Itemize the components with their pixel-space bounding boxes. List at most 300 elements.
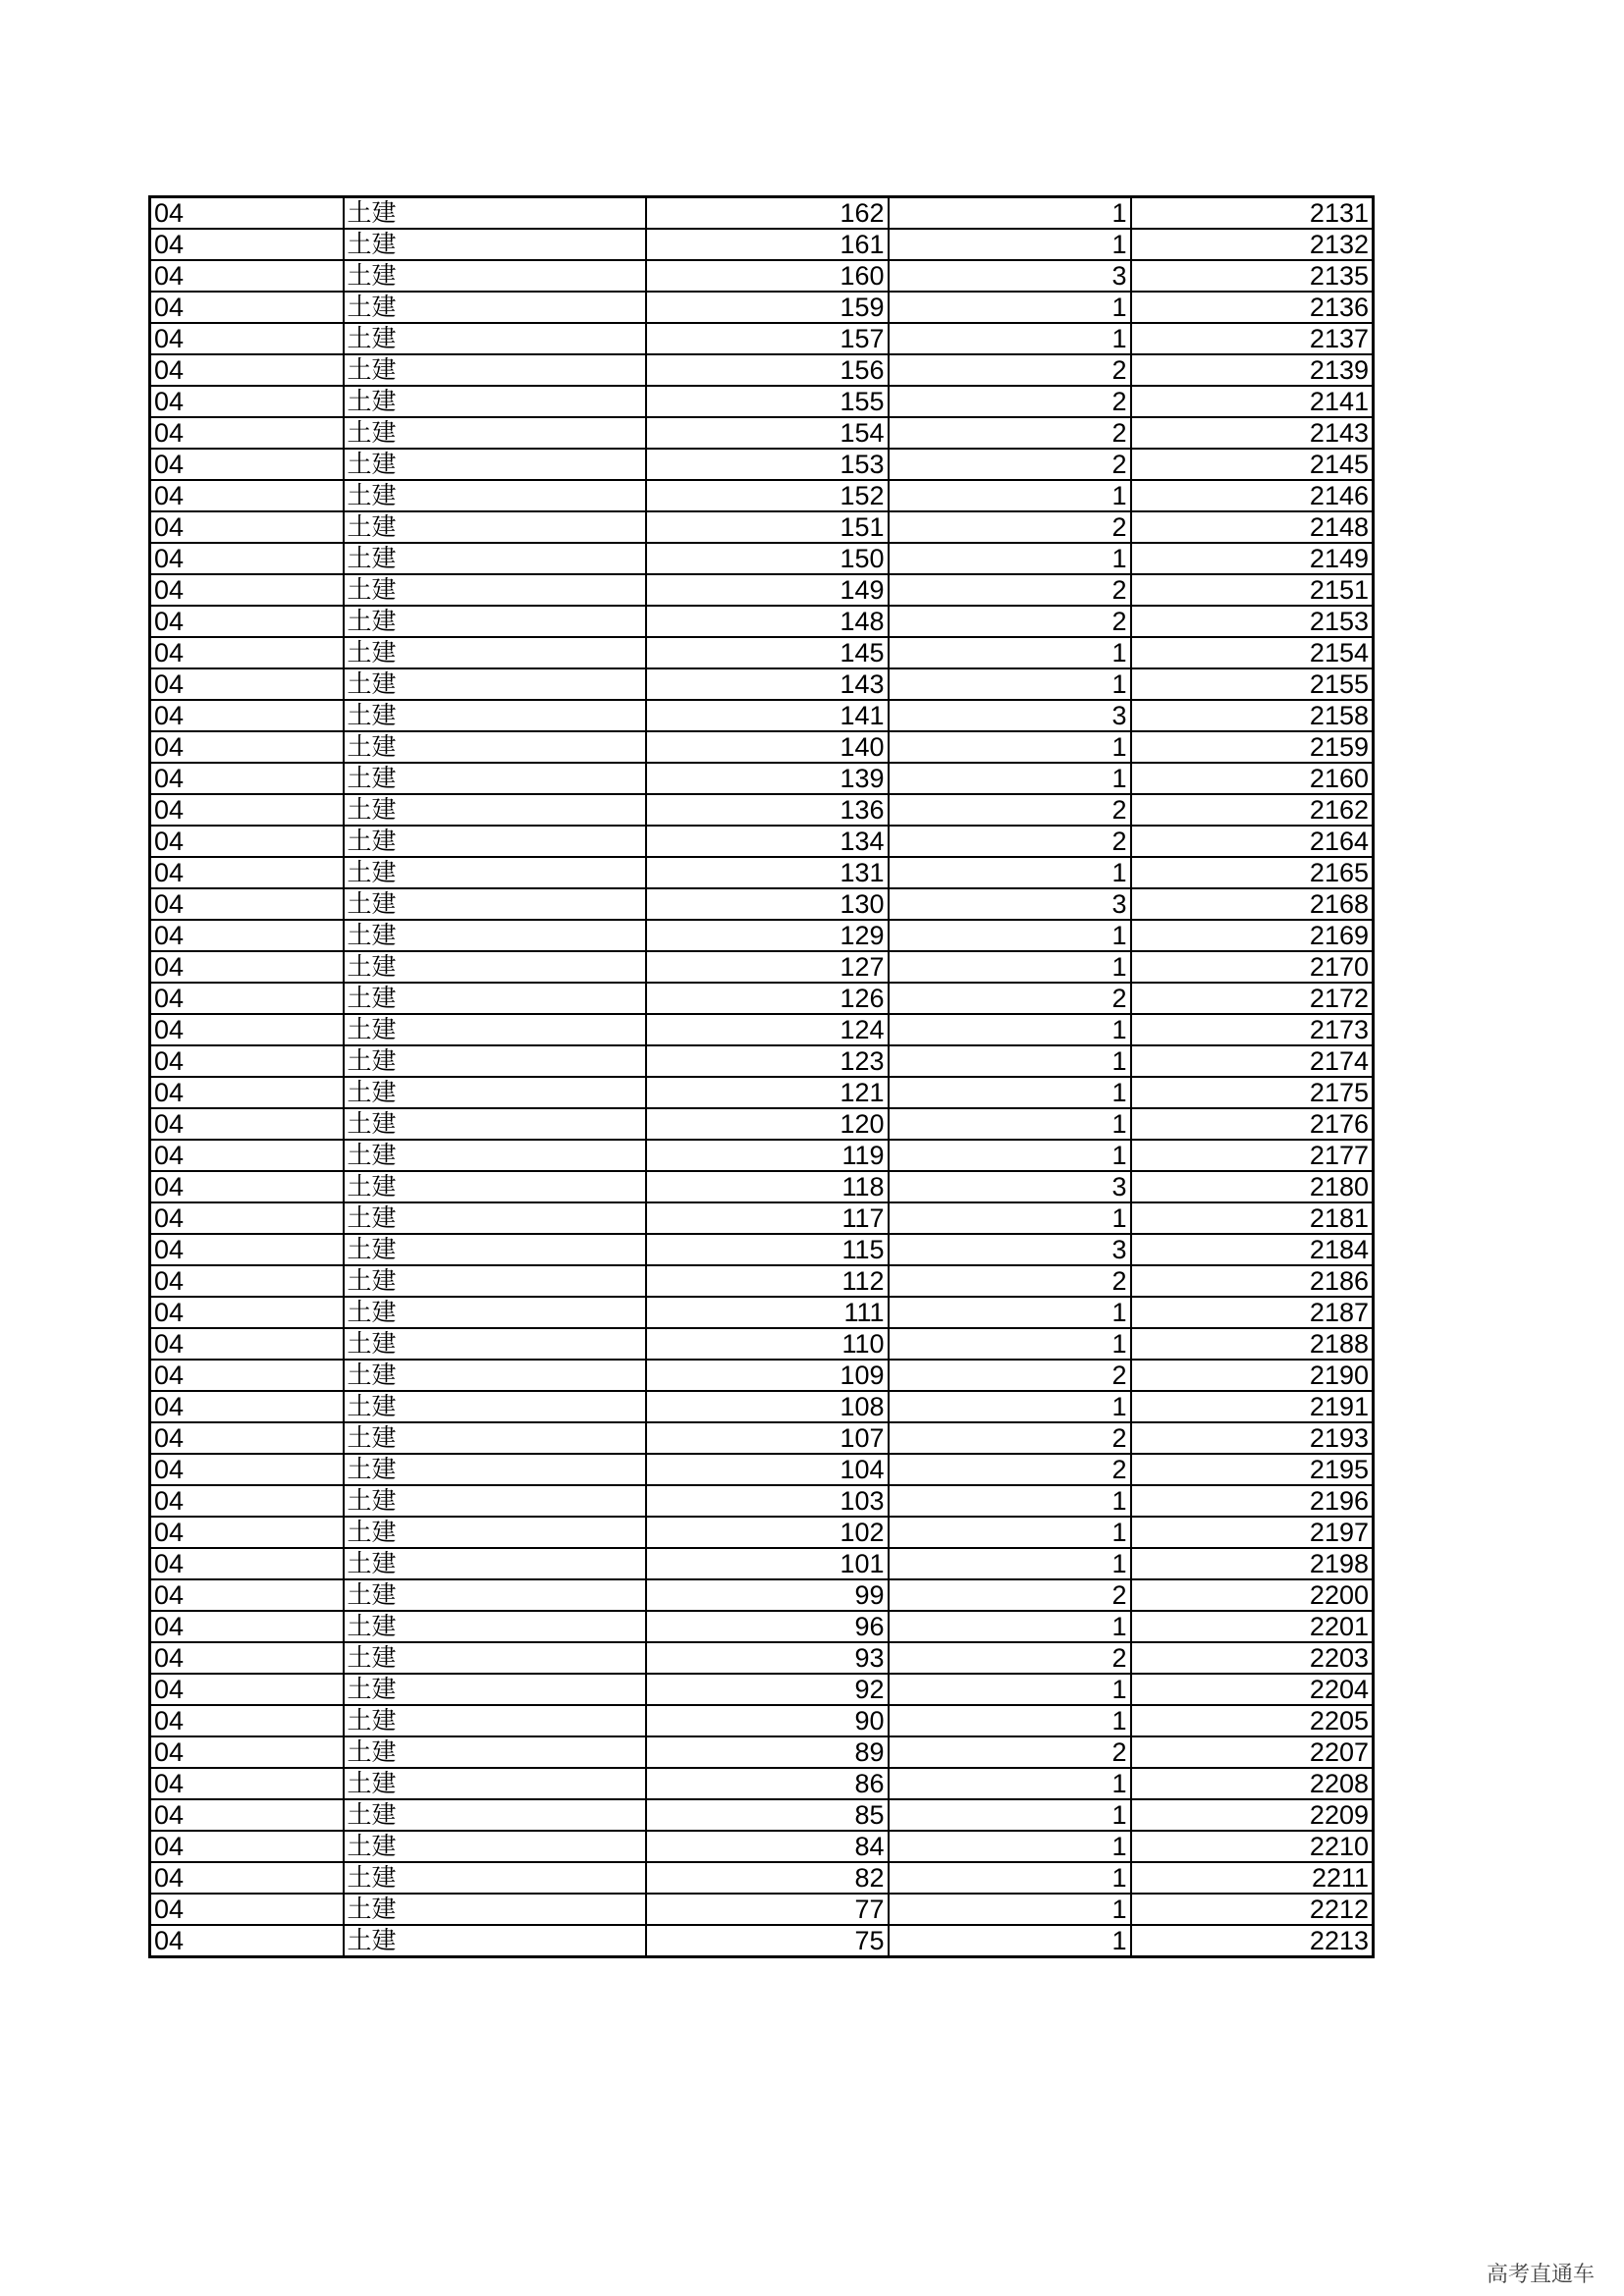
count-cell: 3 (889, 260, 1131, 292)
category-code-cell: 04 (150, 857, 344, 888)
cumulative-count-cell: 2213 (1131, 1925, 1374, 1957)
category-name-cell: 土建 (344, 511, 646, 543)
category-code-cell: 04 (150, 1171, 344, 1202)
category-name-cell: 土建 (344, 1140, 646, 1171)
category-name-cell: 土建 (344, 1328, 646, 1360)
count-cell: 1 (889, 857, 1131, 888)
category-code-cell: 04 (150, 920, 344, 951)
cumulative-count-cell: 2211 (1131, 1862, 1374, 1894)
table-row (150, 983, 1374, 1014)
category-name-cell: 土建 (344, 449, 646, 480)
count-cell: 1 (889, 197, 1131, 230)
category-code-cell: 04 (150, 229, 344, 260)
table-row (150, 1108, 1374, 1140)
count-cell: 3 (889, 1171, 1131, 1202)
table-row (150, 1705, 1374, 1736)
category-name-cell: 土建 (344, 292, 646, 323)
count-cell: 1 (889, 1517, 1131, 1548)
table-row (150, 1799, 1374, 1831)
category-name-cell: 土建 (344, 1108, 646, 1140)
category-code-cell: 04 (150, 1045, 344, 1077)
table-row (150, 606, 1374, 637)
table-row (150, 1579, 1374, 1611)
count-cell: 1 (889, 1705, 1131, 1736)
category-name-cell: 土建 (344, 1799, 646, 1831)
table-row (150, 1642, 1374, 1674)
count-cell: 1 (889, 1674, 1131, 1705)
count-cell: 2 (889, 983, 1131, 1014)
category-code-cell: 04 (150, 888, 344, 920)
cumulative-count-cell: 2131 (1131, 197, 1374, 230)
category-name-cell: 土建 (344, 857, 646, 888)
table-row (150, 920, 1374, 951)
count-cell: 2 (889, 1360, 1131, 1391)
category-name-cell: 土建 (344, 1077, 646, 1108)
score-cell: 110 (646, 1328, 889, 1360)
score-cell: 140 (646, 731, 889, 763)
table-row (150, 1768, 1374, 1799)
score-cell: 129 (646, 920, 889, 951)
table-row (150, 260, 1374, 292)
table-row (150, 1862, 1374, 1894)
score-cell: 134 (646, 826, 889, 857)
table-row (150, 323, 1374, 354)
category-code-cell: 04 (150, 1265, 344, 1297)
count-cell: 1 (889, 1328, 1131, 1360)
cumulative-count-cell: 2146 (1131, 480, 1374, 511)
cumulative-count-cell: 2177 (1131, 1140, 1374, 1171)
score-cell: 131 (646, 857, 889, 888)
score-cell: 155 (646, 386, 889, 417)
score-cell: 103 (646, 1485, 889, 1517)
cumulative-count-cell: 2196 (1131, 1485, 1374, 1517)
table-row (150, 480, 1374, 511)
count-cell: 2 (889, 417, 1131, 449)
category-code-cell: 04 (150, 1768, 344, 1799)
category-name-cell: 土建 (344, 1674, 646, 1705)
category-code-cell: 04 (150, 543, 344, 574)
category-code-cell: 04 (150, 1454, 344, 1485)
score-cell: 92 (646, 1674, 889, 1705)
cumulative-count-cell: 2162 (1131, 794, 1374, 826)
cumulative-count-cell: 2176 (1131, 1108, 1374, 1140)
watermark-text: 高考直通车 (1486, 2263, 1595, 2287)
category-name-cell: 土建 (344, 888, 646, 920)
count-cell: 2 (889, 386, 1131, 417)
category-code-cell: 04 (150, 1862, 344, 1894)
score-cell: 160 (646, 260, 889, 292)
table-row (150, 1077, 1374, 1108)
cumulative-count-cell: 2132 (1131, 229, 1374, 260)
score-cell: 77 (646, 1894, 889, 1925)
score-cell: 153 (646, 449, 889, 480)
category-code-cell: 04 (150, 1642, 344, 1674)
score-cell: 118 (646, 1171, 889, 1202)
category-name-cell: 土建 (344, 197, 646, 230)
table-row (150, 417, 1374, 449)
cumulative-count-cell: 2159 (1131, 731, 1374, 763)
cumulative-count-cell: 2149 (1131, 543, 1374, 574)
cumulative-count-cell: 2184 (1131, 1234, 1374, 1265)
cumulative-count-cell: 2209 (1131, 1799, 1374, 1831)
table-row (150, 354, 1374, 386)
score-cell: 121 (646, 1077, 889, 1108)
count-cell: 2 (889, 354, 1131, 386)
table-row (150, 731, 1374, 763)
count-cell: 2 (889, 794, 1131, 826)
count-cell: 2 (889, 449, 1131, 480)
category-name-cell: 土建 (344, 1894, 646, 1925)
category-name-cell: 土建 (344, 1831, 646, 1862)
count-cell: 2 (889, 1642, 1131, 1674)
cumulative-count-cell: 2173 (1131, 1014, 1374, 1045)
count-cell: 1 (889, 229, 1131, 260)
score-cell: 119 (646, 1140, 889, 1171)
cumulative-count-cell: 2145 (1131, 449, 1374, 480)
score-cell: 93 (646, 1642, 889, 1674)
category-code-cell: 04 (150, 700, 344, 731)
table-row (150, 1894, 1374, 1925)
count-cell: 1 (889, 1014, 1131, 1045)
cumulative-count-cell: 2168 (1131, 888, 1374, 920)
count-cell: 2 (889, 574, 1131, 606)
table-row (150, 1674, 1374, 1705)
count-cell: 1 (889, 668, 1131, 700)
category-name-cell: 土建 (344, 1045, 646, 1077)
count-cell: 1 (889, 323, 1131, 354)
count-cell: 1 (889, 1894, 1131, 1925)
score-cell: 148 (646, 606, 889, 637)
count-cell: 1 (889, 1108, 1131, 1140)
count-cell: 1 (889, 543, 1131, 574)
category-name-cell: 土建 (344, 323, 646, 354)
cumulative-count-cell: 2195 (1131, 1454, 1374, 1485)
category-name-cell: 土建 (344, 983, 646, 1014)
table-row (150, 637, 1374, 668)
category-code-cell: 04 (150, 1485, 344, 1517)
cumulative-count-cell: 2200 (1131, 1579, 1374, 1611)
count-cell: 3 (889, 1234, 1131, 1265)
category-name-cell: 土建 (344, 1705, 646, 1736)
table-row (150, 826, 1374, 857)
score-cell: 82 (646, 1862, 889, 1894)
score-cell: 136 (646, 794, 889, 826)
category-name-cell: 土建 (344, 1736, 646, 1768)
cumulative-count-cell: 2191 (1131, 1391, 1374, 1422)
category-code-cell: 04 (150, 731, 344, 763)
category-code-cell: 04 (150, 511, 344, 543)
category-code-cell: 04 (150, 1894, 344, 1925)
cumulative-count-cell: 2188 (1131, 1328, 1374, 1360)
count-cell: 3 (889, 700, 1131, 731)
category-name-cell: 土建 (344, 1454, 646, 1485)
category-name-cell: 土建 (344, 1422, 646, 1454)
category-name-cell: 土建 (344, 229, 646, 260)
category-code-cell: 04 (150, 1579, 344, 1611)
count-cell: 1 (889, 1077, 1131, 1108)
category-code-cell: 04 (150, 1611, 344, 1642)
score-cell: 107 (646, 1422, 889, 1454)
count-cell: 1 (889, 1140, 1131, 1171)
score-cell: 149 (646, 574, 889, 606)
category-name-cell: 土建 (344, 700, 646, 731)
cumulative-count-cell: 2212 (1131, 1894, 1374, 1925)
category-name-cell: 土建 (344, 260, 646, 292)
cumulative-count-cell: 2203 (1131, 1642, 1374, 1674)
cumulative-count-cell: 2190 (1131, 1360, 1374, 1391)
cumulative-count-cell: 2197 (1131, 1517, 1374, 1548)
score-cell: 151 (646, 511, 889, 543)
cumulative-count-cell: 2148 (1131, 511, 1374, 543)
table-row (150, 1360, 1374, 1391)
cumulative-count-cell: 2160 (1131, 763, 1374, 794)
cumulative-count-cell: 2158 (1131, 700, 1374, 731)
category-name-cell: 土建 (344, 951, 646, 983)
category-code-cell: 04 (150, 1422, 344, 1454)
score-table (148, 195, 1375, 1958)
category-code-cell: 04 (150, 386, 344, 417)
table-row (150, 888, 1374, 920)
category-code-cell: 04 (150, 983, 344, 1014)
score-cell: 104 (646, 1454, 889, 1485)
cumulative-count-cell: 2151 (1131, 574, 1374, 606)
category-code-cell: 04 (150, 1517, 344, 1548)
cumulative-count-cell: 2207 (1131, 1736, 1374, 1768)
cumulative-count-cell: 2155 (1131, 668, 1374, 700)
score-cell: 162 (646, 197, 889, 230)
category-code-cell: 04 (150, 606, 344, 637)
category-name-cell: 土建 (344, 1579, 646, 1611)
cumulative-count-cell: 2137 (1131, 323, 1374, 354)
table-row (150, 857, 1374, 888)
category-code-cell: 04 (150, 1202, 344, 1234)
table-row (150, 1234, 1374, 1265)
category-code-cell: 04 (150, 1140, 344, 1171)
count-cell: 1 (889, 1768, 1131, 1799)
category-code-cell: 04 (150, 323, 344, 354)
category-name-cell: 土建 (344, 417, 646, 449)
table-row (150, 1831, 1374, 1862)
score-cell: 145 (646, 637, 889, 668)
score-cell: 156 (646, 354, 889, 386)
score-cell: 139 (646, 763, 889, 794)
cumulative-count-cell: 2164 (1131, 826, 1374, 857)
score-cell: 90 (646, 1705, 889, 1736)
score-cell: 130 (646, 888, 889, 920)
count-cell: 1 (889, 1548, 1131, 1579)
cumulative-count-cell: 2186 (1131, 1265, 1374, 1297)
category-code-cell: 04 (150, 1705, 344, 1736)
table-row (150, 1297, 1374, 1328)
category-code-cell: 04 (150, 417, 344, 449)
category-name-cell: 土建 (344, 920, 646, 951)
table-row (150, 197, 1374, 230)
category-code-cell: 04 (150, 292, 344, 323)
cumulative-count-cell: 2143 (1131, 417, 1374, 449)
category-name-cell: 土建 (344, 1265, 646, 1297)
cumulative-count-cell: 2198 (1131, 1548, 1374, 1579)
score-cell: 112 (646, 1265, 889, 1297)
table-row (150, 1045, 1374, 1077)
category-name-cell: 土建 (344, 731, 646, 763)
cumulative-count-cell: 2154 (1131, 637, 1374, 668)
score-cell: 99 (646, 1579, 889, 1611)
category-code-cell: 04 (150, 668, 344, 700)
cumulative-count-cell: 2169 (1131, 920, 1374, 951)
table-row (150, 668, 1374, 700)
score-cell: 127 (646, 951, 889, 983)
table-row (150, 386, 1374, 417)
category-code-cell: 04 (150, 826, 344, 857)
table-row (150, 763, 1374, 794)
score-cell: 141 (646, 700, 889, 731)
score-cell: 89 (646, 1736, 889, 1768)
category-code-cell: 04 (150, 574, 344, 606)
count-cell: 1 (889, 1611, 1131, 1642)
count-cell: 1 (889, 951, 1131, 983)
cumulative-count-cell: 2174 (1131, 1045, 1374, 1077)
category-name-cell: 土建 (344, 1171, 646, 1202)
table-row (150, 1328, 1374, 1360)
score-cell: 154 (646, 417, 889, 449)
cumulative-count-cell: 2201 (1131, 1611, 1374, 1642)
count-cell: 1 (889, 763, 1131, 794)
category-code-cell: 04 (150, 1391, 344, 1422)
cumulative-count-cell: 2135 (1131, 260, 1374, 292)
count-cell: 2 (889, 1736, 1131, 1768)
table-row (150, 951, 1374, 983)
score-cell: 150 (646, 543, 889, 574)
cumulative-count-cell: 2181 (1131, 1202, 1374, 1234)
count-cell: 1 (889, 1297, 1131, 1328)
cumulative-count-cell: 2180 (1131, 1171, 1374, 1202)
category-code-cell: 04 (150, 260, 344, 292)
category-name-cell: 土建 (344, 1611, 646, 1642)
score-cell: 75 (646, 1925, 889, 1957)
cumulative-count-cell: 2170 (1131, 951, 1374, 983)
count-cell: 1 (889, 1045, 1131, 1077)
cumulative-count-cell: 2136 (1131, 292, 1374, 323)
category-name-cell: 土建 (344, 1014, 646, 1045)
cumulative-count-cell: 2208 (1131, 1768, 1374, 1799)
table-row (150, 1517, 1374, 1548)
count-cell: 2 (889, 1265, 1131, 1297)
category-name-cell: 土建 (344, 637, 646, 668)
score-cell: 161 (646, 229, 889, 260)
category-name-cell: 土建 (344, 1925, 646, 1957)
count-cell: 1 (889, 1202, 1131, 1234)
category-code-cell: 04 (150, 1799, 344, 1831)
score-cell: 108 (646, 1391, 889, 1422)
category-name-cell: 土建 (344, 1862, 646, 1894)
cumulative-count-cell: 2172 (1131, 983, 1374, 1014)
count-cell: 2 (889, 606, 1131, 637)
count-cell: 2 (889, 1422, 1131, 1454)
table-row (150, 1140, 1374, 1171)
count-cell: 1 (889, 1485, 1131, 1517)
cumulative-count-cell: 2204 (1131, 1674, 1374, 1705)
count-cell: 1 (889, 1925, 1131, 1957)
category-name-cell: 土建 (344, 1297, 646, 1328)
score-cell: 123 (646, 1045, 889, 1077)
count-cell: 2 (889, 826, 1131, 857)
table-row (150, 1454, 1374, 1485)
category-name-cell: 土建 (344, 826, 646, 857)
table-row (150, 511, 1374, 543)
score-cell: 109 (646, 1360, 889, 1391)
count-cell: 1 (889, 1831, 1131, 1862)
cumulative-count-cell: 2210 (1131, 1831, 1374, 1862)
score-cell: 111 (646, 1297, 889, 1328)
cumulative-count-cell: 2153 (1131, 606, 1374, 637)
cumulative-count-cell: 2139 (1131, 354, 1374, 386)
score-cell: 96 (646, 1611, 889, 1642)
category-name-cell: 土建 (344, 574, 646, 606)
table-row (150, 543, 1374, 574)
category-name-cell: 土建 (344, 354, 646, 386)
table-row (150, 1422, 1374, 1454)
category-code-cell: 04 (150, 1108, 344, 1140)
score-cell: 84 (646, 1831, 889, 1862)
category-name-cell: 土建 (344, 1391, 646, 1422)
category-name-cell: 土建 (344, 1642, 646, 1674)
category-name-cell: 土建 (344, 794, 646, 826)
category-code-cell: 04 (150, 480, 344, 511)
category-code-cell: 04 (150, 951, 344, 983)
category-code-cell: 04 (150, 1674, 344, 1705)
table-row (150, 1202, 1374, 1234)
table-row (150, 449, 1374, 480)
count-cell: 1 (889, 1862, 1131, 1894)
count-cell: 1 (889, 1799, 1131, 1831)
category-name-cell: 土建 (344, 480, 646, 511)
category-code-cell: 04 (150, 197, 344, 230)
table-row (150, 1485, 1374, 1517)
cumulative-count-cell: 2187 (1131, 1297, 1374, 1328)
table-row (150, 1014, 1374, 1045)
score-table-body (150, 197, 1374, 1957)
category-code-cell: 04 (150, 763, 344, 794)
category-name-cell: 土建 (344, 763, 646, 794)
table-row (150, 1391, 1374, 1422)
count-cell: 2 (889, 1454, 1131, 1485)
table-row (150, 794, 1374, 826)
score-cell: 126 (646, 983, 889, 1014)
score-cell: 85 (646, 1799, 889, 1831)
cumulative-count-cell: 2165 (1131, 857, 1374, 888)
category-name-cell: 土建 (344, 668, 646, 700)
category-code-cell: 04 (150, 1831, 344, 1862)
count-cell: 1 (889, 1391, 1131, 1422)
category-code-cell: 04 (150, 1548, 344, 1579)
score-cell: 86 (646, 1768, 889, 1799)
score-cell: 115 (646, 1234, 889, 1265)
cumulative-count-cell: 2175 (1131, 1077, 1374, 1108)
category-code-cell: 04 (150, 1328, 344, 1360)
category-name-cell: 土建 (344, 1360, 646, 1391)
table-row (150, 1611, 1374, 1642)
category-name-cell: 土建 (344, 606, 646, 637)
table-row (150, 700, 1374, 731)
score-cell: 157 (646, 323, 889, 354)
table-row (150, 292, 1374, 323)
category-code-cell: 04 (150, 1297, 344, 1328)
score-cell: 159 (646, 292, 889, 323)
category-name-cell: 土建 (344, 1548, 646, 1579)
category-code-cell: 04 (150, 1360, 344, 1391)
category-code-cell: 04 (150, 637, 344, 668)
table-row (150, 1265, 1374, 1297)
